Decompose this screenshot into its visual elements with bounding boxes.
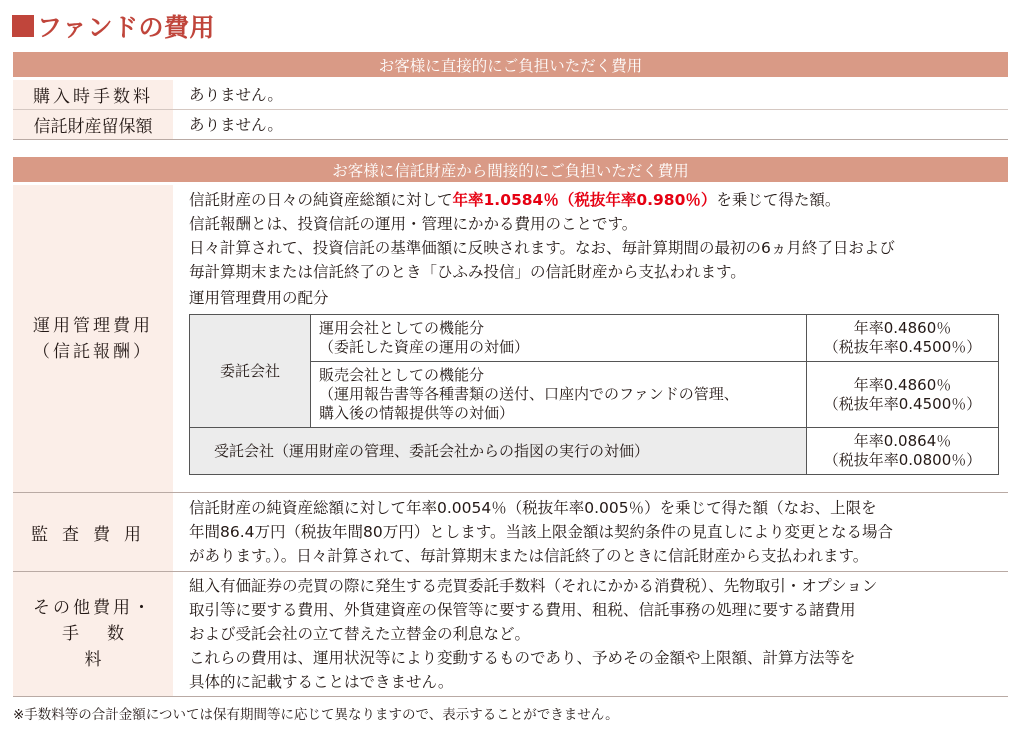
management-fee-label — [13, 185, 173, 492]
management-fee-label-line1: 運用管理費用 — [33, 315, 153, 336]
management-fee-label-line2: （信託報酬） — [33, 341, 153, 362]
allocation-title: 運用管理費用の配分 — [189, 289, 329, 307]
allocation-desc — [311, 315, 807, 362]
allocation-row — [190, 428, 999, 475]
alloc-desc-line: 購入後の情報提供等の対価） — [319, 404, 515, 422]
other-fee-line: および受託会社の立て替えた立替金の利息など。 — [189, 625, 531, 643]
other-fee-line: 具体的に記載することはできません。 — [189, 673, 454, 691]
alloc-desc-line: （委託した資産の運用の対価） — [319, 338, 530, 356]
retention-fee-label: 信託財産留保額 — [13, 110, 173, 139]
trustee-cell: 受託会社（運用財産の管理、委託会社からの指図の実行の対価） — [190, 428, 807, 475]
audit-fee-label: 監査費用 — [13, 493, 173, 571]
alloc-rate-ex-line: （税抜年率0.4500％） — [823, 338, 982, 356]
purchase-fee-value: ありません。 — [189, 85, 283, 104]
other-fees-label — [13, 572, 173, 696]
alloc-rate-line: 年率0.4860％ — [853, 319, 952, 337]
allocation-rate — [807, 428, 999, 475]
other-fee-line: 組入有価証券の売買の際に発生する売買委託手数料（それにかかる消費税）、先物取引・オプション — [189, 577, 878, 595]
allocation-table — [189, 314, 999, 475]
section-title — [12, 8, 215, 44]
calculation-note-line1: 日々計算されて、投資信託の基準価額に反映されます。なお、毎計算期間の最初の6ヵ月終了日および — [189, 239, 895, 257]
retention-fee-row — [13, 110, 1008, 140]
allocation-rate — [807, 315, 999, 362]
audit-fee-content — [173, 493, 1008, 571]
alloc-desc-line: （運用報告書等各種書類の送付、口座内でのファンドの管理、 — [319, 385, 739, 403]
purchase-fee-row — [13, 80, 1008, 110]
allocation-row — [190, 315, 999, 362]
consignor-cell: 委託会社 — [190, 315, 311, 428]
other-fee-line: 取引等に要する費用、外貨建資産の保管等に要する費用、租税、信託事務の処理に要する諸費用 — [189, 601, 856, 619]
alloc-rate-line: 年率0.0864％ — [853, 432, 952, 450]
trust-fee-definition: 信託報酬とは、投資信託の運用・管理にかかる費用のことです。 — [189, 215, 638, 233]
other-fees-content — [173, 572, 1008, 696]
direct-costs-header: お客様に直接的にご負担いただく費用 — [13, 52, 1008, 77]
alloc-desc-line: 販売会社としての機能分 — [319, 366, 485, 384]
rate-intro-text: 信託財産の日々の純資産総額に対して — [189, 191, 453, 209]
alloc-rate-line: 年率0.4860％ — [853, 375, 952, 394]
retention-fee-value: ありません。 — [189, 115, 283, 134]
management-fee-row — [13, 185, 1008, 493]
audit-line: 信託財産の純資産総額に対して年率0.0054％（税抜年率0.005％）を乗じて得た額（なお、上限を — [189, 499, 877, 517]
rate-outro-text: を乗じて得た額。 — [716, 191, 841, 209]
audit-fee-row — [13, 493, 1008, 572]
audit-line: 年間86.4万円（税抜年間80万円）とします。当該上限金額は契約条件の見直しにより変更となる場合 — [189, 523, 893, 541]
other-fees-label-line1: その他費用・ — [33, 598, 153, 618]
other-fees-row — [13, 572, 1008, 697]
square-bullet-icon — [12, 15, 34, 37]
purchase-fee-label: 購入時手数料 — [13, 80, 173, 109]
management-fee-content — [173, 185, 1008, 492]
calculation-note-line2: 毎計算期末または信託終了のとき「ひふみ投信」の信託財産から支払われます。 — [189, 263, 746, 281]
indirect-costs-header: お客様に信託財産から間接的にご負担いただく費用 — [13, 157, 1008, 182]
management-fee-rate-line — [189, 188, 1008, 212]
section-title-text: ファンドの費用 — [37, 13, 216, 42]
audit-line: があります。）。日々計算されて、毎計算期末または信託終了のときに信託財産から支払われます。 — [189, 547, 869, 565]
other-fees-label-line2: 手数料 — [62, 624, 152, 670]
allocation-row — [190, 362, 999, 428]
rate-highlight: 年率1.0584％（税抜年率0.980％） — [452, 191, 717, 209]
allocation-desc — [311, 362, 807, 428]
other-fee-line: これらの費用は、運用状況等により変動するものであり、予めその金額や上限額、計算方法等を — [189, 649, 856, 667]
alloc-rate-ex-line: （税抜年率0.4500％） — [823, 394, 982, 413]
alloc-rate-ex-line: （税抜年率0.0800％） — [823, 451, 982, 469]
footnote: ※手数料等の合計金額については保有期間等に応じて異なりますので、表示することができません。 — [13, 707, 619, 723]
alloc-desc-line: 運用会社としての機能分 — [319, 319, 485, 337]
allocation-rate — [807, 362, 999, 428]
